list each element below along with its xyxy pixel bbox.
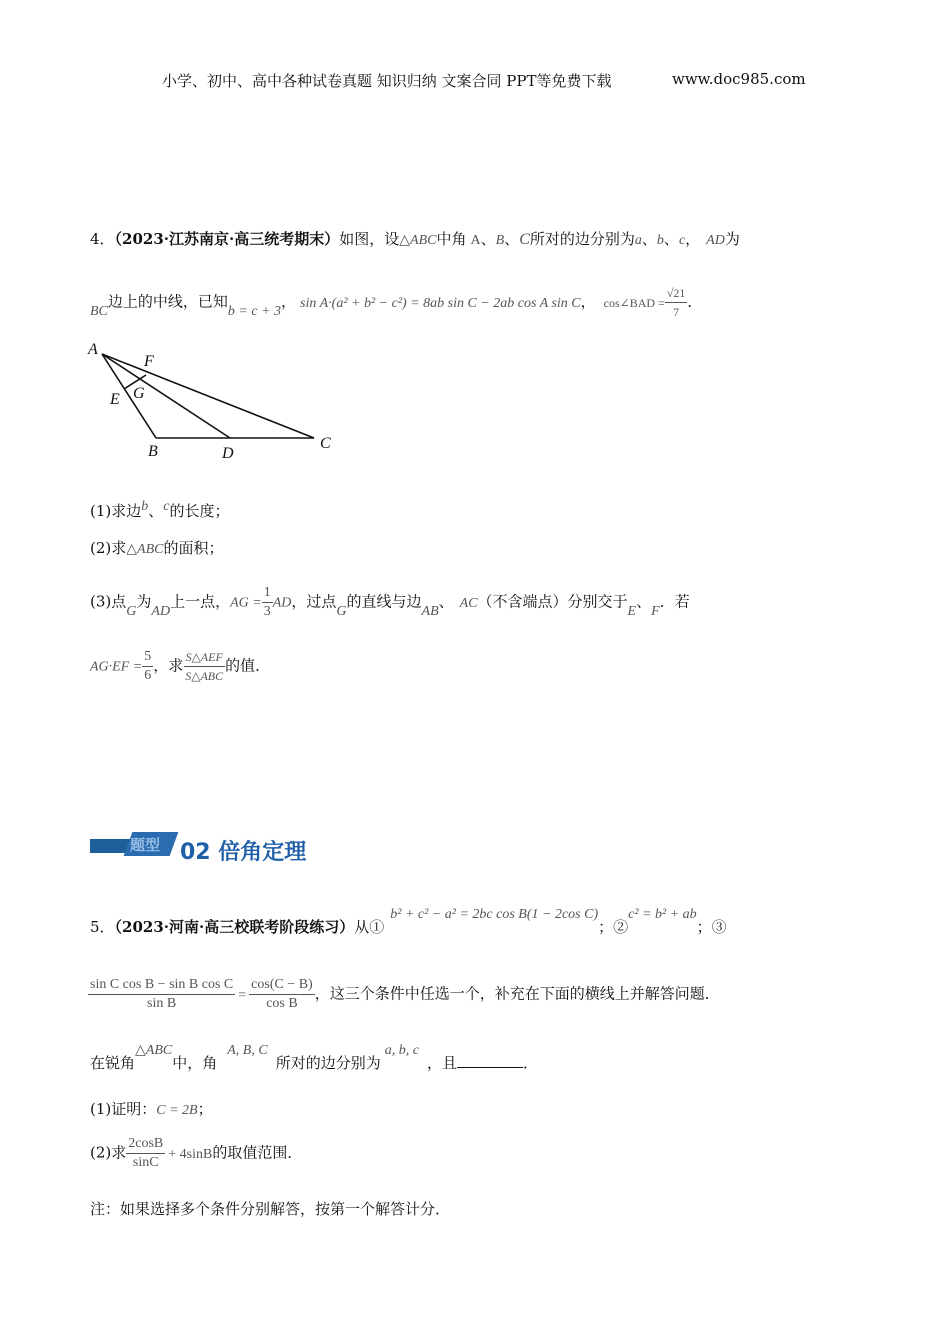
q4-p3-text: ．若 [659, 592, 690, 611]
segment-ad [102, 354, 230, 438]
q4-angle-c: C [519, 231, 530, 248]
q4-part3-line1 [90, 584, 690, 621]
q5-number: 5． [90, 918, 115, 936]
q4-p2-text: (2)求 [90, 539, 127, 557]
q4-part2 [90, 537, 223, 558]
q4-sep: 、 [438, 592, 454, 611]
q4-p3-f: F [651, 603, 660, 619]
q4-line2 [90, 284, 702, 321]
q4-p2-triangle: △ABC [126, 542, 164, 557]
q5-text: 从① [354, 918, 385, 936]
q4-cos-den: 7 [673, 305, 680, 319]
q4-p3-g: G [126, 603, 137, 619]
q4-comma: ， [580, 292, 596, 311]
q5-condition-3-lhs [88, 976, 235, 1013]
q5-p1-text: ； [197, 1100, 213, 1118]
q5-condition-3-rhs [249, 976, 315, 1013]
q5-sides: a, b, c [384, 1043, 419, 1058]
q5-condition-2: c² = b² + ab [628, 907, 697, 922]
q5-line1 [90, 902, 727, 936]
q5-part1 [90, 1098, 213, 1119]
q4-intro: 如图，设 [339, 230, 400, 248]
q4-cos-fraction [665, 284, 688, 321]
q4-sep: 、 [148, 502, 164, 520]
answer-blank[interactable] [457, 1053, 523, 1068]
q4-text: 边上的中线，已知 [107, 292, 228, 311]
q4-sep: 、 [636, 592, 652, 611]
q4-text: 为 [724, 230, 740, 248]
q4-p1-text: (1)求边 [90, 502, 142, 520]
label-f: F [144, 353, 154, 370]
q5-p2-fraction [126, 1135, 165, 1172]
q4-text: 所对的边分别为 [529, 230, 635, 248]
q5-angles: A, B, C [227, 1043, 268, 1058]
q4-p3-num: 1 [262, 584, 273, 603]
q5-text: 在锐角 [90, 1054, 136, 1072]
q4-p3-num2: 5 [142, 648, 153, 667]
q5-text: 中，角 [172, 1054, 218, 1072]
q5-text: ；③ [696, 918, 727, 936]
q4-part1 [90, 500, 230, 521]
q4-p3-text: （不含端点）分别交于 [477, 592, 628, 611]
q4-p3-text: ，求 [153, 656, 184, 675]
q4-condition-2: sin A·(a² + b² − c²) = 8ab sin C − 2ab cos A sin C [300, 295, 581, 311]
q4-p3-ac: AC [459, 595, 478, 611]
q5-note: 注：如果选择多个条件分别解答，按第一个解答计分． [90, 1200, 451, 1218]
section-title: 02 倍角定理 [180, 840, 307, 865]
q4-p3-ratio [183, 648, 225, 685]
q4-ratio-den: S△ABC [185, 669, 224, 683]
q4-comma: ， [281, 292, 297, 311]
q4-p3-den2: 6 [144, 668, 152, 683]
q4-number: 4． [90, 230, 115, 248]
q4-comma: ， [685, 230, 701, 248]
label-g: G [133, 385, 145, 402]
q4-p3-text: 的值． [225, 656, 271, 675]
header-text: 小学、初中、高中各种试卷真题 知识归纳 文案合同 PPT等免费下载 [162, 72, 612, 90]
q4-p2-text: 的面积； [163, 539, 224, 557]
q4-line1 [90, 228, 740, 249]
q4-ad: AD [706, 233, 725, 248]
q4-side-c: c [678, 233, 686, 248]
q5-c3-num: sin C cos B − sin B cos C [88, 976, 235, 995]
q4-side-b: b [656, 233, 664, 248]
q4-sep: 、 [663, 230, 679, 248]
section-tag: 题型 [130, 836, 161, 854]
q4-p3-text: 上一点， [170, 592, 231, 611]
q5-c3-den: sin B [147, 996, 177, 1011]
label-a: A [88, 341, 98, 358]
q4-source: （2023·江苏南京·高三统考期末） [114, 230, 340, 248]
q5-p2-den: sinC [132, 1155, 159, 1170]
header-site[interactable]: www.doc985.com [672, 70, 806, 88]
label-e: E [110, 391, 120, 408]
q4-period: ． [687, 292, 703, 311]
q4-cos-lhs: cos∠BAD = [603, 295, 665, 310]
q4-p1-text: 的长度； [169, 502, 230, 520]
q4-angle-a: A [470, 233, 481, 248]
q4-p3-text: 的直线与边 [346, 592, 422, 611]
q5-text: ． [522, 1054, 538, 1072]
q4-p3-ad: AD [151, 603, 171, 619]
q4-condition-1: b = c + 3 [227, 303, 282, 319]
q4-p3-fraction2 [142, 648, 153, 685]
q4-p3-text: 为 [136, 592, 152, 611]
triangle-figure [86, 336, 346, 466]
q4-text: 中角 [436, 230, 467, 248]
q4-part3-line2 [90, 648, 270, 685]
q5-text: ，这三个条件中任选一个，补充在下面的横线上并解答问题． [314, 984, 720, 1003]
q4-p3-e: E [627, 603, 637, 619]
q4-p3-den: 3 [263, 604, 271, 619]
q4-triangle: △ABC [399, 233, 437, 248]
q4-p3-text: ，过点 [291, 592, 337, 611]
q4-bc: BC [90, 303, 108, 319]
q5-c3-eq: = [238, 987, 247, 1003]
q4-side-a: a [634, 233, 642, 248]
q4-p3-ag: AG = [230, 595, 262, 611]
q5-p2-plus: + 4sinB [168, 1146, 213, 1162]
q4-sep: 、 [480, 230, 496, 248]
q4-p3-g2: G [336, 603, 347, 619]
q5-p2-text: (2)求 [90, 1143, 127, 1162]
label-c: C [320, 435, 331, 452]
q5-part2 [90, 1135, 302, 1172]
q5-text: 所对的边分别为 [275, 1054, 381, 1072]
q5-p2-text: 的取值范围． [212, 1143, 303, 1162]
q5-p2-num: 2cosB [126, 1135, 165, 1154]
label-b: B [148, 443, 158, 460]
q5-source: （2023·河南·高三校联考阶段练习） [114, 918, 355, 936]
q4-p1-b: b [141, 499, 149, 514]
q4-p3-ad2: AD [272, 595, 292, 611]
q5-c3-rnum: cos(C − B) [249, 976, 315, 995]
label-d: D [222, 445, 234, 462]
q4-p3-product: AG·EF = [90, 659, 143, 675]
q5-condition-1: b² + c² − a² = 2bc cos B(1 − 2cos C) [390, 907, 599, 922]
q4-angle-b: B [495, 233, 505, 248]
q5-c3-rden: cos B [266, 996, 298, 1011]
q4-sep: 、 [641, 230, 657, 248]
q5-p1-eq: C = 2B [156, 1103, 198, 1118]
q5-triangle: △ABC [135, 1043, 173, 1058]
q4-ratio-num: S△AEF [184, 648, 225, 667]
q4-sep: 、 [504, 230, 520, 248]
q5-text: ；② [598, 918, 629, 936]
q5-line3 [90, 1038, 538, 1072]
q4-p3-text: (3)点 [90, 592, 127, 611]
q4-cos-num: √21 [665, 284, 688, 303]
q5-line2 [88, 976, 720, 1013]
q5-p1-text: (1)证明： [90, 1100, 157, 1118]
q4-p1-c: c [163, 499, 170, 514]
q4-p3-fraction [262, 584, 273, 621]
q5-text: ，且 [426, 1054, 457, 1072]
q4-p3-ab: AB [421, 603, 439, 619]
